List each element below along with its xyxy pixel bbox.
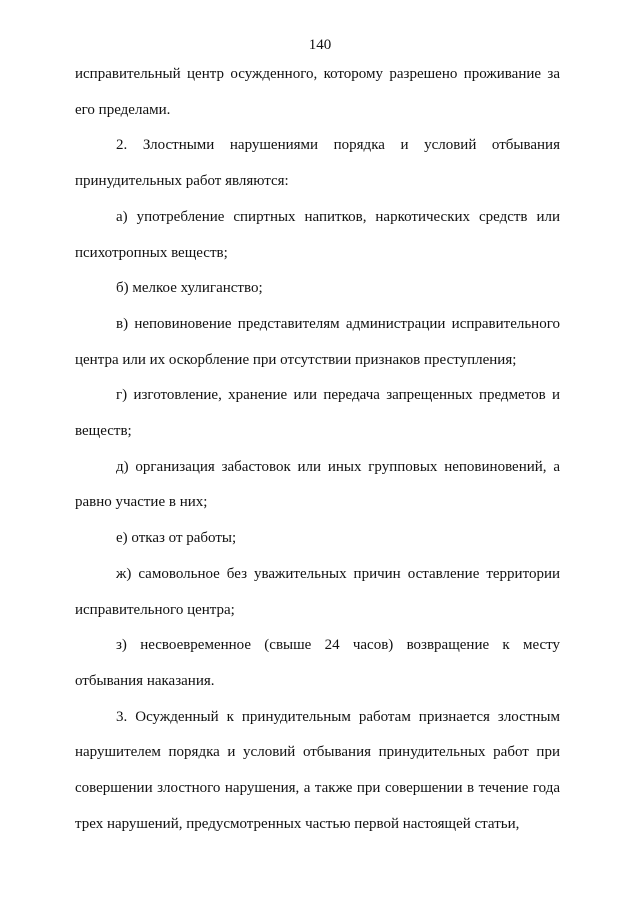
paragraph: е) отказ от работы;	[116, 530, 237, 547]
paragraph: а) употребление спиртных напитков, наркотических средств или психотропных веществ;	[75, 208, 560, 261]
document-body	[75, 57, 560, 842]
paragraph: исправительный центр осужденного, которому разрешено проживание за его пределами.	[75, 66, 560, 118]
paragraph: б) мелкое хулиганство;	[116, 280, 263, 297]
paragraph: з) несвоевременное (свыше 24 часов) возвращение к месту отбывания наказания.	[75, 637, 560, 689]
paragraph: ж) самовольное без уважительных причин оставление территории исправительного центра;	[75, 565, 560, 618]
paragraph: 2. Злостными нарушениями порядка и условий отбывания принудительных работ являются:	[75, 137, 560, 190]
paragraph: в) неповиновение представителям администрации исправительного центра или их оскорбление при отсутствии признаков преступления;	[75, 315, 560, 368]
paragraph: г) изготовление, хранение или передача запрещенных предметов и веществ;	[75, 387, 560, 440]
paragraph: 3. Осужденный к принудительным работам признается злостным нарушителем порядка и условий отбывания принудительных работ при совершении злостного нарушения, а также при совершении в течение года трех нарушений, предусмотренных частью первой настоящей статьи,	[75, 708, 560, 832]
page-number: 140	[308, 37, 332, 53]
paragraph: д) организация забастовок или иных групповых неповиновений, а равно участие в них;	[75, 458, 560, 511]
